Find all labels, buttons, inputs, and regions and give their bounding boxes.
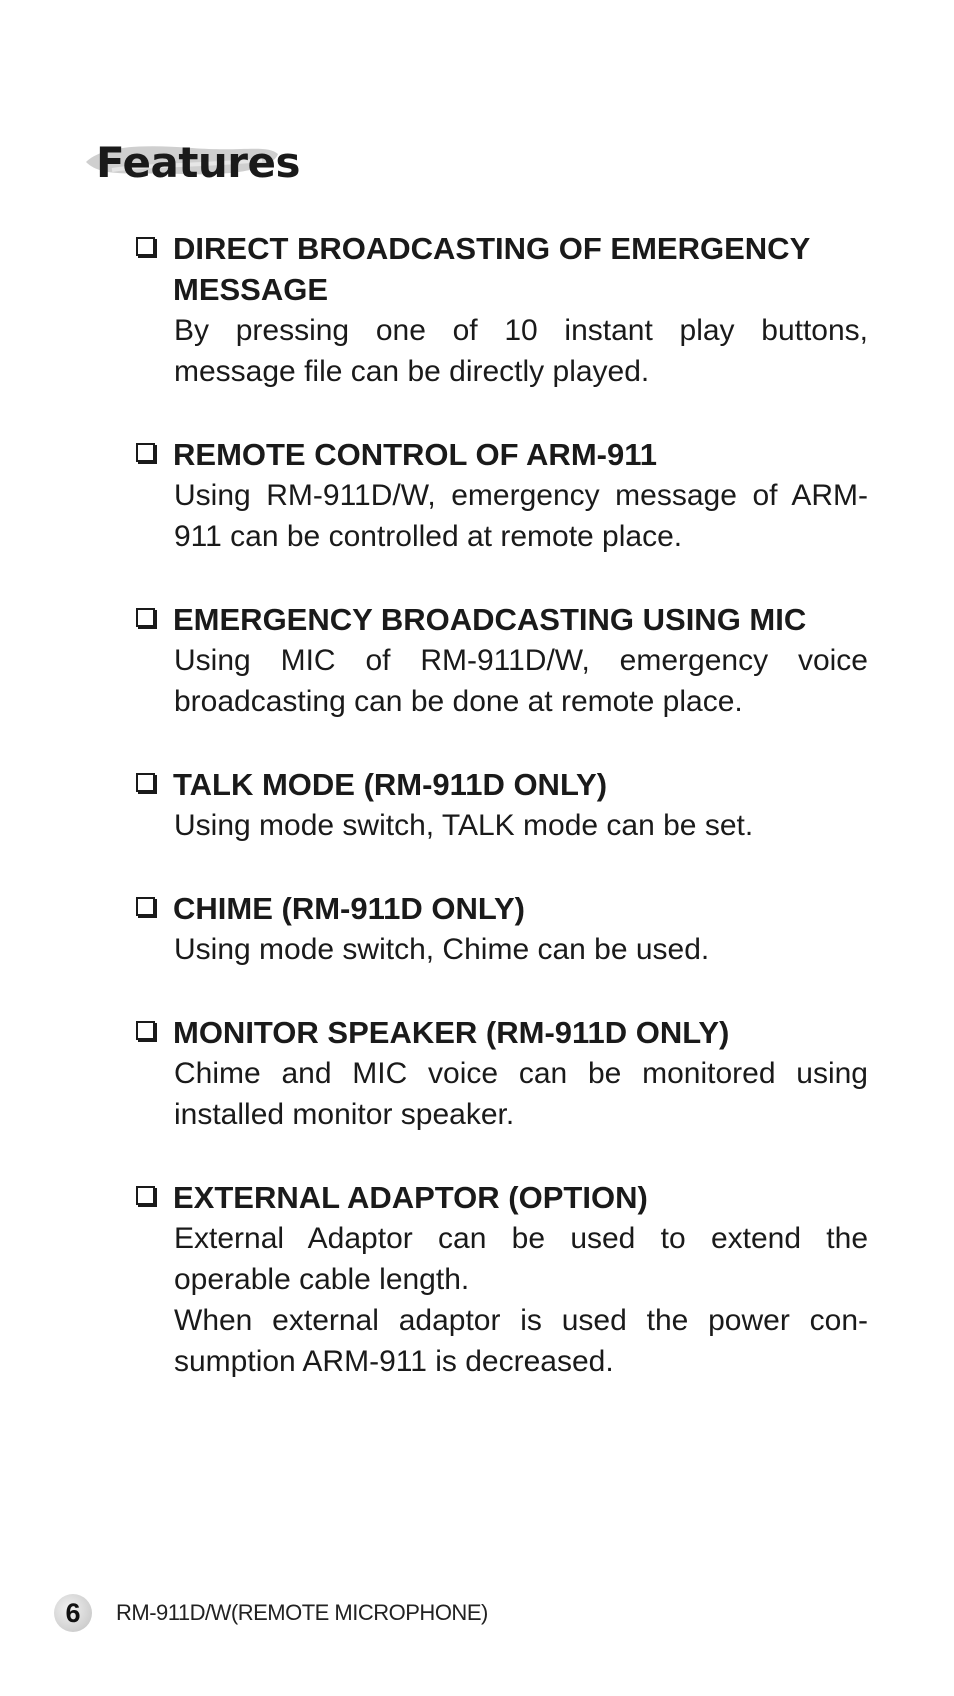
- checkbox-icon: [136, 237, 155, 256]
- checkbox-icon: [136, 443, 155, 462]
- feature-title: [136, 1177, 868, 1218]
- page-title: Features: [96, 138, 300, 187]
- description-line: When external adaptor is used the power con-sumption ARM-911 is decreased.: [174, 1304, 868, 1378]
- checkbox-icon: [136, 773, 155, 792]
- description-line: Using RM-911D/W, emergency message of ARM-911 can be controlled at remote place.: [174, 479, 868, 553]
- feature-description: [174, 475, 868, 557]
- description-line: Using mode switch, Chime can be used.: [174, 933, 710, 966]
- page-number-badge: 6: [54, 1594, 92, 1632]
- description-line: Using mode switch, TALK mode can be set.: [174, 809, 754, 842]
- feature-item: [136, 764, 868, 846]
- description-line: Chime and MIC voice can be monitored using installed monitor speaker.: [174, 1057, 868, 1131]
- checkbox-icon: [136, 1021, 155, 1040]
- section-heading: [82, 132, 300, 192]
- description-line: By pressing one of 10 instant play buttons, message file can be directly played.: [174, 314, 868, 388]
- checkbox-icon: [136, 608, 155, 627]
- checkbox-icon: [136, 1186, 155, 1205]
- feature-title: [136, 434, 868, 475]
- feature-title-text: MONITOR SPEAKER (RM-911D ONLY): [173, 1015, 730, 1050]
- description-line: External Adaptor can be used to extend the operable cable length.: [174, 1222, 868, 1296]
- feature-item: [136, 434, 868, 557]
- feature-title-text: EXTERNAL ADAPTOR (OPTION): [173, 1180, 648, 1215]
- feature-title: [136, 228, 868, 310]
- checkbox-icon: [136, 897, 155, 916]
- feature-description: [174, 929, 868, 970]
- feature-title: [136, 1012, 868, 1053]
- feature-item: [136, 1177, 868, 1382]
- feature-title-text: TALK MODE (RM-911D ONLY): [173, 767, 608, 802]
- feature-title-text: REMOTE CONTROL OF ARM-911: [173, 437, 657, 472]
- feature-description: [174, 1053, 868, 1135]
- description-line: Using MIC of RM-911D/W, emergency voice broadcasting can be done at remote place.: [174, 644, 868, 718]
- page-footer: [54, 1594, 488, 1632]
- footer-title: RM-911D/W(REMOTE MICROPHONE): [116, 1600, 488, 1625]
- feature-description: [174, 310, 868, 392]
- feature-title-text: DIRECT BROADCASTING OF EMERGENCY MESSAGE: [173, 231, 810, 307]
- feature-title-text: CHIME (RM-911D ONLY): [173, 891, 525, 926]
- feature-description: [174, 1218, 868, 1382]
- feature-description: [174, 805, 868, 846]
- feature-title: [136, 764, 868, 805]
- feature-item: [136, 1012, 868, 1135]
- feature-description: [174, 640, 868, 722]
- feature-item: [136, 888, 868, 970]
- feature-title: [136, 888, 868, 929]
- feature-item: [136, 599, 868, 722]
- feature-item: [136, 228, 868, 392]
- feature-list: [136, 228, 868, 1424]
- feature-title-text: EMERGENCY BROADCASTING USING MIC: [173, 602, 807, 637]
- feature-title: [136, 599, 868, 640]
